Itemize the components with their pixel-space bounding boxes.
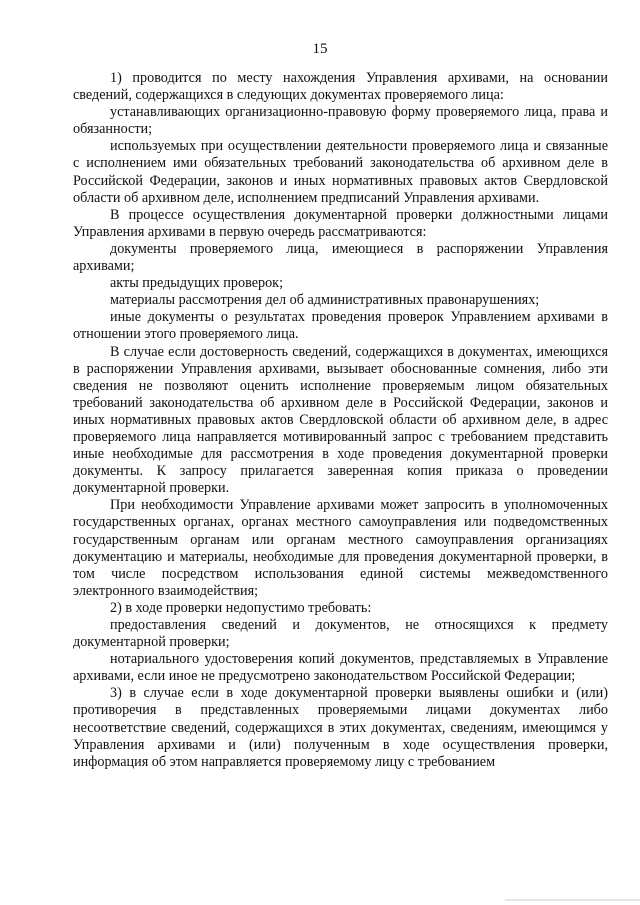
paragraph-13: нотариального удостоверения копий документов, представляемых в Управление архивами, если иное не предусмотрено законодательством Российской Федерации; [73,651,608,685]
paragraph-4: В процессе осуществления документарной проверки должностными лицами Управления архивами в первую очередь рассматриваются: [73,206,608,240]
scan-edge-line [505,899,640,901]
paragraph-1: 1) проводится по месту нахождения Управления архивами, на основании сведений, содержащихся в следующих документах проверяемого лица: [73,70,608,104]
paragraph-8: иные документы о результатах проведения проверок Управлением архивами в отношении этого проверяемого лица. [73,309,608,343]
paragraph-9: В случае если достоверность сведений, содержащихся в документах, имеющихся в распоряжении Управления архивами, вызывает обоснованные сомнения, либо эти сведения не позволяют оценить исполнение проверяемым лицом обязательных требований законодательства об архивном деле в Российской Федерации, законов и иных нормативных правовых актов Свердловской области об архивном деле, в адрес проверяемого лица направляется мотивированный запрос с требованием представить иные необходимые для рассмотрения в ходе проведения документарной проверки документы. К запросу прилагается заверенная копия приказа о проведении документарной проверки. [73,343,608,497]
document-body [73,70,608,771]
paragraph-7: материалы рассмотрения дел об административных правонарушениях; [110,292,540,309]
page-number: 15 [312,41,328,57]
paragraph-11: 2) в ходе проверки недопустимо требовать: [110,599,372,616]
paragraph-5: документы проверяемого лица, имеющиеся в распоряжении Управления архивами; [73,240,608,275]
paragraph-3: используемых при осуществлении деятельности проверяемого лица и связанные с исполнением ими обязательных требований законодательства об архивном деле в Российской Федерации, законов и иных нормативных правовых актов Свердловской области об архивном деле, исполнением предписаний Управления архивами. [73,138,608,206]
paragraph-14: 3) в случае если в ходе документарной проверки выявлены ошибки и (или) противоречия в представленных проверяемыми лицами документах либо несоответствие сведений, содержащихся в этих документах, сведениям, имеющимся у Управления архивами и (или) полученным в ходе осуществления проверки, информация об этом направляется проверяемому лицу с требованием [73,685,608,770]
paragraph-2: устанавливающих организационно-правовую форму проверяемого лица, права и обязанности; [73,104,608,138]
paragraph-6: акты предыдущих проверок; [110,275,284,292]
paragraph-12: предоставления сведений и документов, не относящихся к предмету документарной проверки; [73,617,608,651]
paragraph-10: При необходимости Управление архивами может запросить в уполномоченных государственных органах, органах местного самоуправления или подведомственных государственным органам или органам местного самоуправления организациях документацию и материалы, необходимые для проведения документарной проверки, в том числе посредством использования единой системы межведомственного электронного взаимодействия; [73,497,608,599]
